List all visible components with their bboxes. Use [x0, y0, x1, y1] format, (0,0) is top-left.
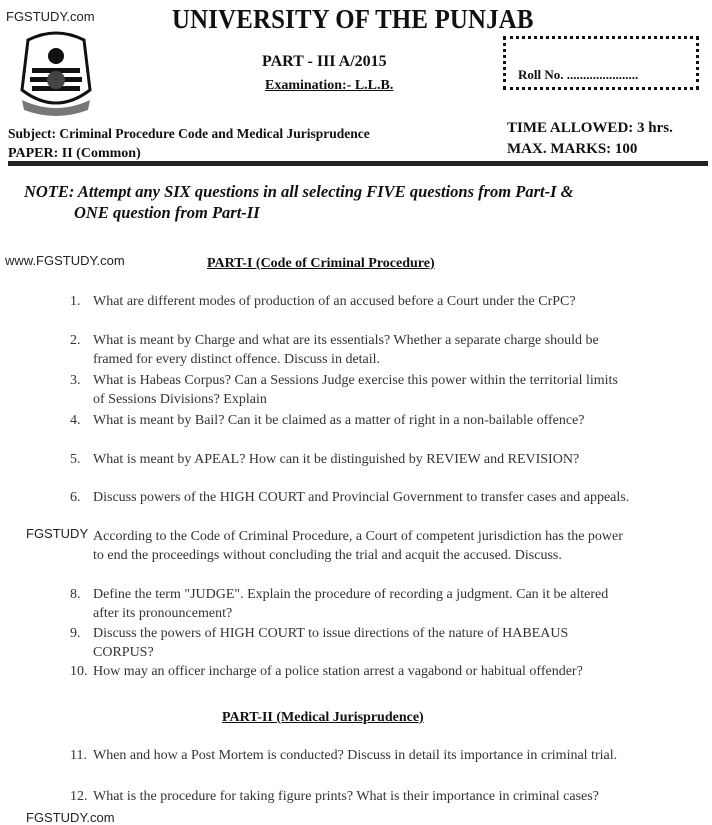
question	[70, 450, 630, 469]
watermark: FGSTUDY.com	[26, 810, 115, 825]
question-text: When and how a Post Mortem is conducted? Discuss in detail its importance in criminal trial.	[93, 748, 618, 763]
note-line: ONE question from Part-II	[74, 203, 260, 222]
question	[70, 787, 630, 806]
question	[70, 585, 630, 623]
question	[70, 746, 630, 765]
question-number: 6.	[70, 490, 81, 505]
question-text: Discuss powers of the HIGH COURT and Provincial Government to transfer cases and appeals.	[93, 490, 630, 505]
exam-part: PART - III A/2015	[262, 53, 387, 70]
roll-number-box	[503, 36, 699, 90]
question-number: 5.	[70, 452, 81, 467]
university-crest-logo	[8, 26, 104, 118]
part1-heading: PART-I (Code of Criminal Procedure)	[207, 256, 435, 271]
question	[70, 331, 630, 369]
watermark: www.FGSTUDY.com	[5, 253, 125, 268]
question	[70, 527, 630, 565]
question-number: 2.	[70, 333, 81, 348]
question	[70, 292, 630, 311]
question-number: 12.	[70, 789, 88, 804]
watermark: FGSTUDY.com	[6, 9, 95, 24]
question-text: According to the Code of Criminal Procedure, a Court of competent jurisdiction has the power to end the proceedings without concluding the trial and acquit the accused. Discuss.	[93, 529, 623, 563]
part2-heading: PART-II (Medical Jurisprudence)	[222, 710, 424, 725]
question	[70, 488, 630, 507]
question-text: How may an officer incharge of a police station arrest a vagabond or habitual offender?	[93, 664, 583, 679]
question-number: 11.	[70, 748, 87, 763]
watermark: FGSTUDY	[26, 526, 89, 541]
university-title: UNIVERSITY OF THE PUNJAB	[172, 4, 534, 34]
examination-label: Examination:- L.L.B.	[265, 78, 394, 93]
question-text: Discuss the powers of HIGH COURT to issue directions of the nature of HABEAUS CORPUS?	[93, 626, 569, 660]
question-text: What is the procedure for taking figure prints? What is their importance in criminal cases?	[93, 789, 599, 804]
note	[24, 181, 573, 223]
question-number: 3.	[70, 373, 81, 388]
question-text: What is meant by Bail? Can it be claimed as a matter of right in a non-bailable offence?	[93, 413, 585, 428]
question-text: What is Habeas Corpus? Can a Sessions Judge exercise this power within the territorial limits of Sessions Divisions? Explain	[93, 373, 618, 407]
time-allowed: TIME ALLOWED: 3 hrs.	[507, 120, 673, 136]
roll-number-label: Roll No. ......................	[518, 67, 639, 82]
question-text: What are different modes of production of an accused before a Court under the CrPC?	[93, 294, 576, 309]
max-marks: MAX. MARKS: 100	[507, 141, 638, 157]
note-line: NOTE: Attempt any SIX questions in all selecting FIVE questions from Part-I &	[24, 182, 574, 201]
question	[70, 662, 630, 681]
paper: PAPER: II (Common)	[8, 146, 141, 161]
question	[70, 624, 630, 662]
question-number: 8.	[70, 587, 81, 602]
question-text: What is meant by Charge and what are its essentials? Whether a separate charge should be framed for every distinct offence. Discuss in detail.	[93, 333, 599, 367]
divider	[8, 161, 708, 166]
question-number: 9.	[70, 626, 81, 641]
question-number: 4.	[70, 413, 81, 428]
subject: Subject: Criminal Procedure Code and Medical Jurisprudence	[8, 126, 370, 141]
question	[70, 371, 630, 409]
question-text: What is meant by APEAL? How can it be distinguished by REVIEW and REVISION?	[93, 452, 580, 467]
question-number: 1.	[70, 294, 81, 309]
question-text: Define the term "JUDGE". Explain the procedure of recording a judgment. Can it be altered after its pronouncement?	[93, 587, 609, 621]
question	[70, 411, 630, 430]
question-number: 10.	[70, 664, 88, 679]
